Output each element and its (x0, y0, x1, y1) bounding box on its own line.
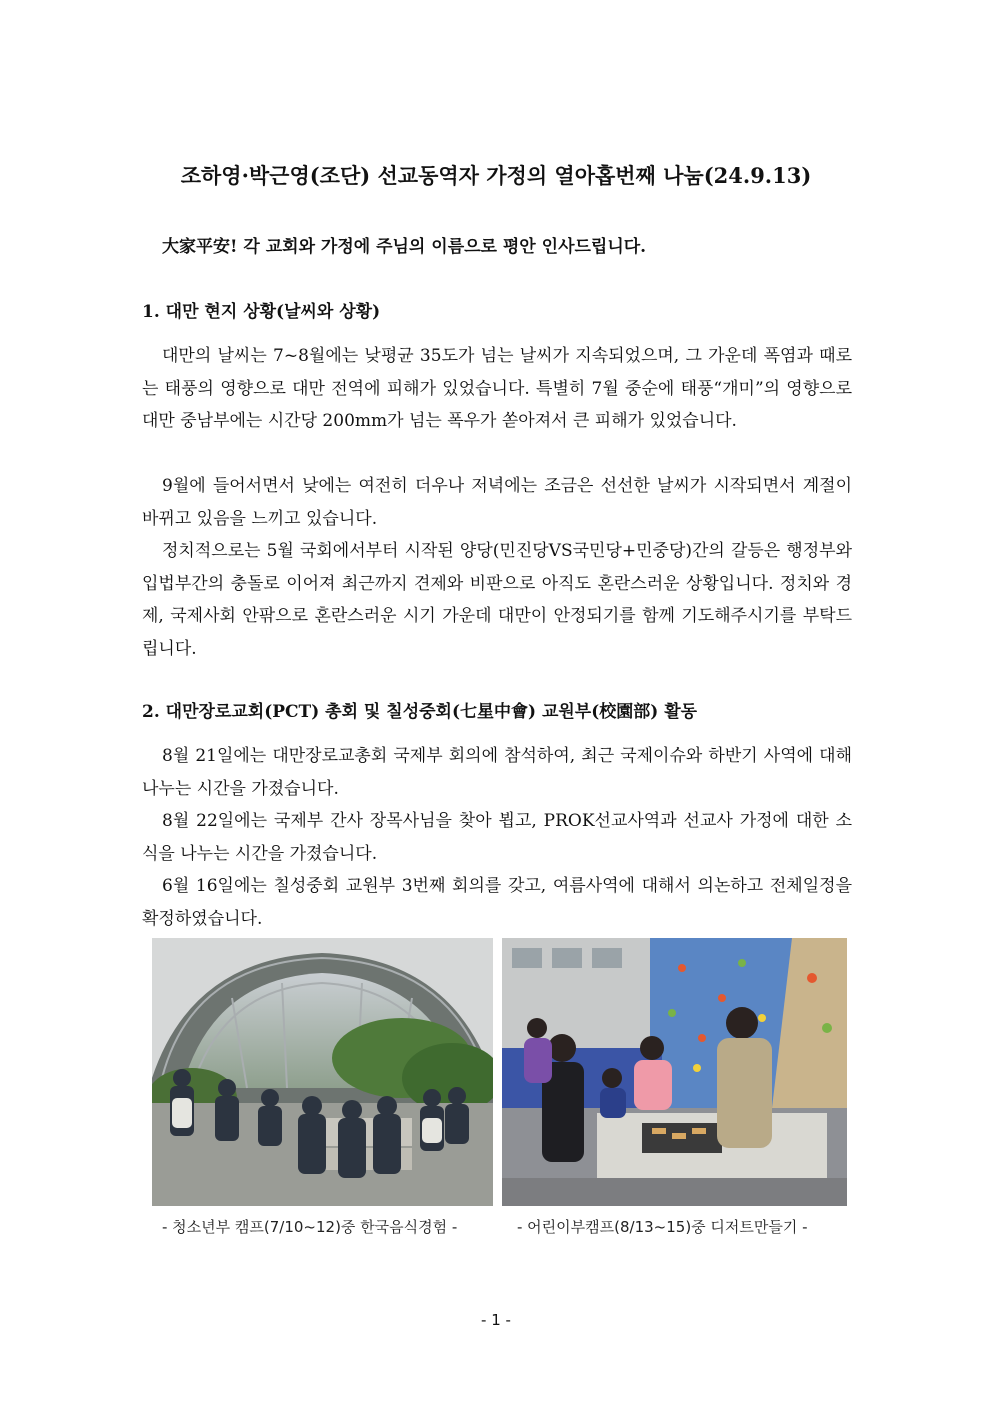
photo-caption-2: - 어린이부캠프(8/13~15)중 디저트만들기 - (517, 1218, 808, 1236)
section-1-paragraph-1: 대만의 날씨는 7~8월에는 낮평균 35도가 넘는 날씨가 지속되었으며, 그 가운데 폭염과 때로는 태풍의 영향으로 대만 전역에 피해가 있었습니다. 특별히 7월 중순에 태풍“개미”의 영향으로 대만 중남부에는 시간당 200mm가 넘는 폭우가 쏟아져서 큰 피해가 있었습니다. (142, 346, 852, 431)
photo-children-camp (502, 938, 847, 1206)
section-1-paragraph-3: 정치적으로는 5월 국회에서부터 시작된 양당(민진당VS국민당+민중당)간의 갈등은 행정부와 입법부간의 충돌로 이어져 최근까지 견제와 비판으로 아직도 혼란스러운 상황입니다. 정치와 경제, 국제사회 안팎으로 혼란스러운 시기 가운데 대만이 안정되기를 함께 기도해주시기를 부탁드립니다. (142, 541, 852, 659)
photo-dessert-making-icon (502, 938, 847, 1206)
section-2-paragraph-3: 6월 16일에는 칠성중회 교원부 3번째 회의를 갖고, 여름사역에 대해서 의논하고 전체일정을 확정하였습니다. (142, 876, 852, 929)
document-title: 조하영·박근영(조단) 선교동역자 가정의 열아홉번째 나눔(24.9.13) (180, 163, 812, 188)
section-2-paragraph-1: 8월 21일에는 대만장로교총회 국제부 회의에 참석하여, 최근 국제이슈와 하반기 사역에 대해 나누는 시간을 가졌습니다. (142, 746, 852, 799)
section-1-paragraph-2: 9월에 들어서면서 낮에는 여전히 더우나 저녁에는 조금은 선선한 날씨가 시작되면서 계절이 바뀌고 있음을 느끼고 있습니다. (142, 476, 852, 529)
greeting-line: 大家平安! 각 교회와 가정에 주님의 이름으로 평안 인사드립니다. (162, 237, 647, 257)
section-heading-1: 1. 대만 현지 상황(날씨와 상황) (142, 302, 381, 322)
photo-caption-1: - 청소년부 캠프(7/10~12)중 한국음식경험 - (162, 1218, 458, 1236)
photo-outdoor-meal-icon (152, 938, 493, 1206)
section-heading-2: 2. 대만장로교회(PCT) 총회 및 칠성중회(七星中會) 교원부(校園部) 활동 (142, 702, 698, 722)
page-number: - 1 - (481, 1311, 511, 1329)
section-2-paragraph-2: 8월 22일에는 국제부 간사 장목사님을 찾아 뵙고, PROK선교사역과 선교사 가정에 대한 소식을 나누는 시간을 가졌습니다. (142, 811, 852, 864)
photo-youth-camp (152, 938, 493, 1206)
